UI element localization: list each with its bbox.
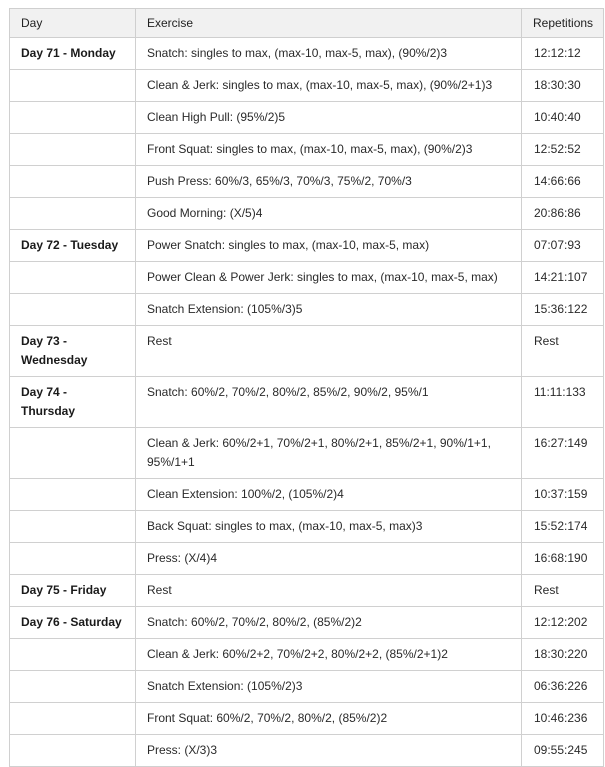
table-row	[10, 326, 604, 377]
table-row	[10, 70, 604, 102]
table-row	[10, 166, 604, 198]
exercise-cell: Power Clean & Power Jerk: singles to max, (max-10, max-5, max)	[136, 262, 522, 294]
exercise-cell: Snatch: singles to max, (max-10, max-5, max), (90%/2)3	[136, 38, 522, 70]
exercise-cell: Back Squat: singles to max, (max-10, max-5, max)3	[136, 511, 522, 543]
column-header-exercise: Exercise	[136, 9, 522, 38]
table-header-row	[10, 9, 604, 38]
exercise-cell: Snatch: 60%/2, 70%/2, 80%/2, 85%/2, 90%/2, 95%/1	[136, 377, 522, 428]
table-row	[10, 198, 604, 230]
exercise-cell: Press: (X/4)4	[136, 543, 522, 575]
day-cell	[10, 428, 136, 479]
repetitions-cell: 11:11:133	[522, 377, 604, 428]
table-row	[10, 511, 604, 543]
repetitions-cell: 12:12:12	[522, 38, 604, 70]
exercise-cell: Push Press: 60%/3, 65%/3, 70%/3, 75%/2, 70%/3	[136, 166, 522, 198]
repetitions-cell: 15:36:122	[522, 294, 604, 326]
day-cell	[10, 671, 136, 703]
column-header-repetitions: Repetitions	[522, 9, 604, 38]
day-cell	[10, 70, 136, 102]
repetitions-cell: 12:12:202	[522, 607, 604, 639]
table-row	[10, 607, 604, 639]
repetitions-cell: 20:86:86	[522, 198, 604, 230]
exercise-cell: Clean Extension: 100%/2, (105%/2)4	[136, 479, 522, 511]
table-row	[10, 639, 604, 671]
table-row	[10, 428, 604, 479]
repetitions-cell: 16:68:190	[522, 543, 604, 575]
table-row	[10, 543, 604, 575]
repetitions-cell: 09:55:245	[522, 735, 604, 767]
table-row	[10, 262, 604, 294]
table-row	[10, 102, 604, 134]
exercise-cell: Rest	[136, 575, 522, 607]
repetitions-cell: 10:37:159	[522, 479, 604, 511]
exercise-cell: Snatch Extension: (105%/2)3	[136, 671, 522, 703]
day-cell	[10, 479, 136, 511]
day-cell	[10, 735, 136, 767]
day-cell	[10, 639, 136, 671]
repetitions-cell: 10:46:236	[522, 703, 604, 735]
repetitions-cell: 14:66:66	[522, 166, 604, 198]
exercise-cell: Clean High Pull: (95%/2)5	[136, 102, 522, 134]
repetitions-cell: 18:30:220	[522, 639, 604, 671]
repetitions-cell: 07:07:93	[522, 230, 604, 262]
column-header-day: Day	[10, 9, 136, 38]
table-row	[10, 134, 604, 166]
day-cell	[10, 102, 136, 134]
day-cell: Day 74 - Thursday	[10, 377, 136, 428]
repetitions-cell: 12:52:52	[522, 134, 604, 166]
table-row	[10, 671, 604, 703]
repetitions-cell: 16:27:149	[522, 428, 604, 479]
day-cell: Day 73 - Wednesday	[10, 326, 136, 377]
exercise-cell: Snatch: 60%/2, 70%/2, 80%/2, (85%/2)2	[136, 607, 522, 639]
exercise-cell: Power Snatch: singles to max, (max-10, max-5, max)	[136, 230, 522, 262]
workout-table	[9, 8, 604, 767]
table-row	[10, 735, 604, 767]
day-cell: Day 76 - Saturday	[10, 607, 136, 639]
day-cell	[10, 166, 136, 198]
repetitions-cell: 15:52:174	[522, 511, 604, 543]
repetitions-cell: 14:21:107	[522, 262, 604, 294]
day-cell: Day 72 - Tuesday	[10, 230, 136, 262]
exercise-cell: Clean & Jerk: 60%/2+1, 70%/2+1, 80%/2+1, 85%/2+1, 90%/1+1, 95%/1+1	[136, 428, 522, 479]
exercise-cell: Front Squat: 60%/2, 70%/2, 80%/2, (85%/2)2	[136, 703, 522, 735]
repetitions-cell: 06:36:226	[522, 671, 604, 703]
day-cell	[10, 134, 136, 166]
table-row	[10, 38, 604, 70]
exercise-cell: Press: (X/3)3	[136, 735, 522, 767]
exercise-cell: Front Squat: singles to max, (max-10, max-5, max), (90%/2)3	[136, 134, 522, 166]
table-row	[10, 479, 604, 511]
table-body	[10, 38, 604, 767]
day-cell: Day 71 - Monday	[10, 38, 136, 70]
exercise-cell: Snatch Extension: (105%/3)5	[136, 294, 522, 326]
day-cell	[10, 703, 136, 735]
day-cell	[10, 294, 136, 326]
exercise-cell: Clean & Jerk: singles to max, (max-10, max-5, max), (90%/2+1)3	[136, 70, 522, 102]
repetitions-cell: Rest	[522, 575, 604, 607]
repetitions-cell: 18:30:30	[522, 70, 604, 102]
day-cell	[10, 543, 136, 575]
table-row	[10, 575, 604, 607]
exercise-cell: Rest	[136, 326, 522, 377]
day-cell	[10, 262, 136, 294]
day-cell: Day 75 - Friday	[10, 575, 136, 607]
table-row	[10, 703, 604, 735]
table-row	[10, 230, 604, 262]
day-cell	[10, 511, 136, 543]
day-cell	[10, 198, 136, 230]
exercise-cell: Clean & Jerk: 60%/2+2, 70%/2+2, 80%/2+2, (85%/2+1)2	[136, 639, 522, 671]
repetitions-cell: Rest	[522, 326, 604, 377]
table-row	[10, 377, 604, 428]
repetitions-cell: 10:40:40	[522, 102, 604, 134]
table-row	[10, 294, 604, 326]
exercise-cell: Good Morning: (X/5)4	[136, 198, 522, 230]
